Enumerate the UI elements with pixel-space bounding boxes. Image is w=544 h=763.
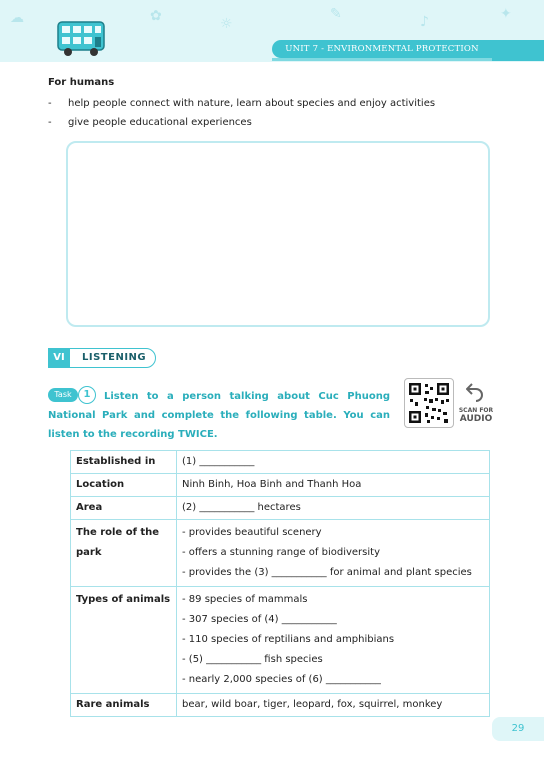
row-line: - 307 species of (4) ___________ — [182, 614, 337, 625]
row-header: The role of the park — [71, 520, 177, 587]
row-header: Established in — [71, 451, 177, 474]
row-content — [177, 587, 490, 694]
scan-label: SCAN FOR — [458, 407, 494, 414]
table-row — [71, 451, 490, 474]
doodle-icon: ☁ — [10, 10, 24, 26]
row-header: Rare animals — [71, 694, 177, 717]
row-header: Types of animals — [71, 587, 177, 694]
table-row — [71, 474, 490, 497]
row-line: - 89 species of mammals — [182, 594, 308, 605]
task-badge: Task — [48, 388, 78, 402]
bullet-text: give people educational experiences — [68, 117, 252, 128]
table-row — [71, 694, 490, 717]
row-content: (2) ___________ hectares — [177, 497, 490, 520]
row-line: - nearly 2,000 species of (6) ___________ — [182, 674, 381, 685]
section-title: LISTENING — [82, 352, 147, 363]
table-row — [71, 520, 490, 587]
scan-arrow-icon — [466, 382, 484, 404]
unit-underline — [272, 58, 492, 61]
row-header: Location — [71, 474, 177, 497]
info-table — [70, 450, 490, 717]
qr-code-icon[interactable] — [404, 378, 454, 428]
table-row — [71, 587, 490, 694]
task-instruction: Listen to a person talking about Cuc Phuong National Park and complete the following table. You can listen to the recording TWICE. — [48, 391, 390, 440]
row-content: (1) ___________ — [177, 451, 490, 474]
doodle-icon: ✦ — [500, 6, 512, 22]
row-content: bear, wild boar, tiger, leopard, fox, squirrel, monkey — [177, 694, 490, 717]
table-row — [71, 497, 490, 520]
row-content — [177, 520, 490, 587]
doodle-icon: ✿ — [150, 8, 162, 24]
page-number: 29 — [492, 717, 544, 741]
row-line: - 110 species of reptilians and amphibians — [182, 634, 395, 645]
scan-audio-label: AUDIO — [459, 414, 493, 424]
humans-heading: For humans — [48, 77, 115, 88]
bullet-text: help people connect with nature, learn about species and enjoy activities — [68, 98, 436, 109]
doodle-icon: ♪ — [420, 14, 429, 30]
dash: - — [48, 98, 52, 109]
row-line: - provides the (3) ___________ for animal and plant species — [182, 567, 472, 578]
row-header: Area — [71, 497, 177, 520]
unit-label: UNIT 7 - ENVIRONMENTAL PROTECTION — [272, 40, 492, 58]
answer-box — [66, 141, 490, 327]
row-line: - (5) ___________ fish species — [182, 654, 323, 665]
row-content: Ninh Binh, Hoa Binh and Thanh Hoa — [177, 474, 490, 497]
row-line: - offers a stunning range of biodiversity — [182, 547, 380, 558]
section-number: VI — [48, 348, 70, 368]
bus-logo-icon — [56, 20, 106, 57]
doodle-icon: ☼ — [220, 16, 233, 32]
task-number: 1 — [78, 386, 96, 404]
header-accent — [492, 40, 544, 61]
dash: - — [48, 117, 52, 128]
row-line: - provides beautiful scenery — [182, 527, 322, 538]
doodle-icon: ✎ — [330, 6, 342, 22]
